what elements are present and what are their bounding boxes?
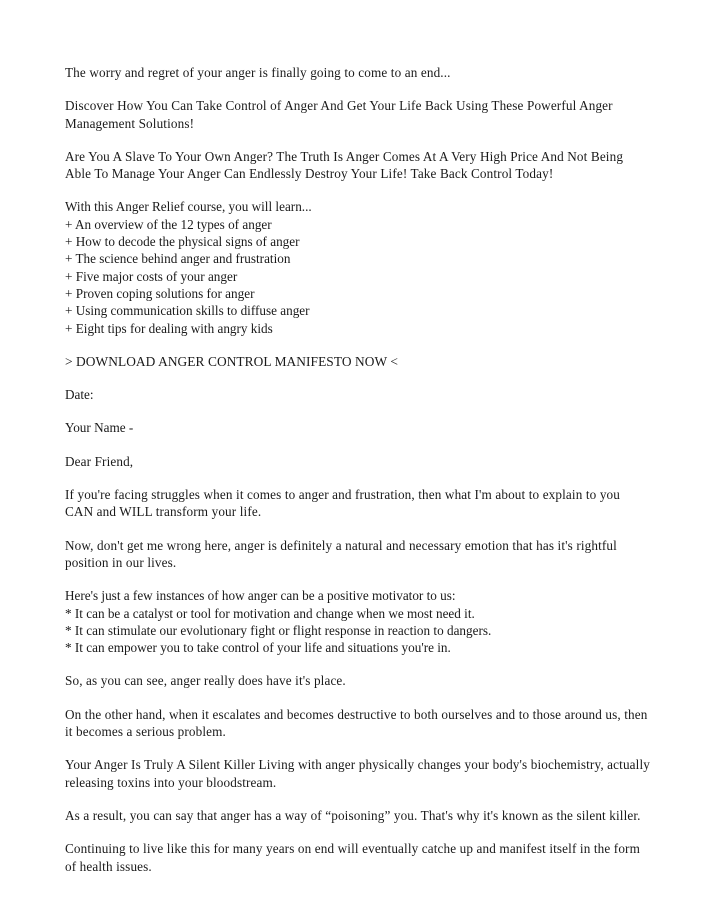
headline-paragraph: Discover How You Can Take Control of Anger And Get Your Life Back Using These Powerful Anger Management Solutions! <box>65 98 613 131</box>
benefit-item: + Using communication skills to diffuse anger <box>65 303 310 319</box>
body-paragraph-1: If you're facing struggles when it comes to anger and frustration, then what I'm about to explain to you CAN and WILL transform your life. <box>65 487 620 520</box>
positives-lead-in: Here's just a few instances of how anger can be a positive motivator to us: <box>65 588 456 604</box>
date-label: Date: <box>65 387 94 403</box>
body-paragraph-3: So, as you can see, anger really does have it's place. <box>65 673 346 689</box>
download-cta-text: > DOWNLOAD ANGER CONTROL MANIFESTO NOW < <box>65 353 398 369</box>
positive-item: * It can be a catalyst or tool for motivation and change when we most need it. <box>65 605 475 621</box>
benefit-item: + Proven coping solutions for anger <box>65 285 255 301</box>
body-paragraph-4: On the other hand, when it escalates and becomes destructive to both ourselves and to those around us, then it becomes a serious problem. <box>65 706 648 740</box>
document-text-body <box>65 64 651 875</box>
benefit-item: + Eight tips for dealing with angry kids <box>65 320 273 336</box>
positives-list <box>65 587 651 656</box>
benefits-list <box>65 198 651 336</box>
benefit-item: + How to decode the physical signs of anger <box>65 234 300 250</box>
body-paragraph-5: Your Anger Is Truly A Silent Killer Living with anger physically changes your body's biochemistry, actually releasing toxins into your bloodstream. <box>65 757 650 790</box>
positive-item: * It can stimulate our evolutionary fight or flight response in reaction to dangers. <box>65 622 492 638</box>
subheadline-paragraph: Are You A Slave To Your Own Anger? The Truth Is Anger Comes At A Very High Price And Not Being Able To Manage Your Anger Can Endlessly Destroy Your Life! Take Back Control Today! <box>65 148 624 182</box>
body-paragraph-2: Now, don't get me wrong here, anger is definitely a natural and necessary emotion that has it's rightful position in our lives. <box>65 537 617 570</box>
your-name-label: Your Name - <box>65 420 134 436</box>
benefit-item: + The science behind anger and frustration <box>65 251 291 267</box>
benefit-item: + Five major costs of your anger <box>65 268 238 284</box>
body-paragraph-7: Continuing to live like this for many years on end will eventually catche up and manifest itself in the form of health issues. <box>65 841 640 874</box>
positive-item: * It can empower you to take control of your life and situations you're in. <box>65 640 451 656</box>
intro-paragraph: The worry and regret of your anger is finally going to come to an end... <box>65 65 451 80</box>
body-paragraph-6: As a result, you can say that anger has a way of “poisoning” you. That's why it's known as the silent killer. <box>65 807 641 823</box>
benefits-lead-in: With this Anger Relief course, you will learn... <box>65 199 312 215</box>
benefit-item: + An overview of the 12 types of anger <box>65 216 272 232</box>
salutation: Dear Friend, <box>65 453 134 469</box>
